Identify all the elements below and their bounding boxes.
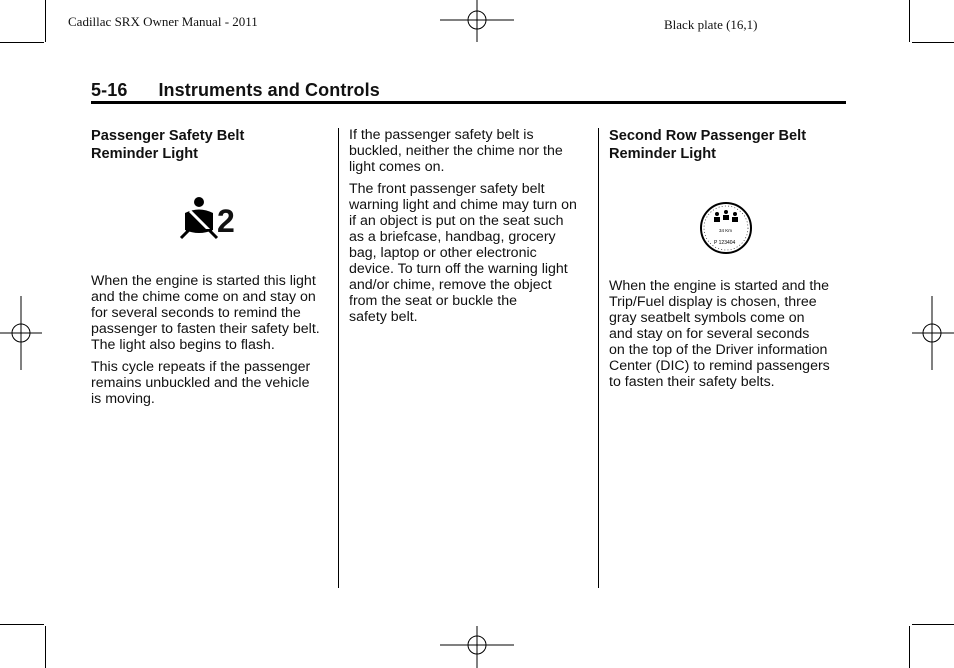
plate-info: Black plate (16,1): [664, 17, 758, 32]
heading-passenger-belt: [91, 127, 331, 163]
page-number: 5-16: [91, 80, 128, 100]
crop-mark: [0, 624, 44, 625]
column-1: [91, 127, 331, 413]
gauge-bottom-text: P 123404: [714, 240, 736, 246]
seatbelt-reminder-icon: [91, 163, 331, 273]
paragraph: This cycle repeats if the passenger remains unbuckled and the vehicle is moving.: [91, 359, 311, 407]
dic-gauge-icon: [699, 201, 753, 255]
crop-mark: [912, 42, 954, 43]
crop-mark: [912, 624, 954, 625]
paragraph: If the passenger safety belt is buckled, neither the chime nor the light comes on.: [349, 127, 563, 175]
gauge-top-text: 34 Km: [719, 228, 733, 233]
column-3: [609, 127, 849, 396]
heading-line: Reminder Light: [91, 146, 199, 162]
heading-line: Passenger Safety Belt: [91, 128, 245, 144]
heading-line: Reminder Light: [609, 146, 717, 162]
column-divider: [598, 128, 599, 588]
column-divider: [338, 128, 339, 588]
crop-mark: [0, 42, 44, 43]
crop-mark: [909, 626, 910, 668]
column-2: [349, 127, 594, 331]
seat-number: 2: [217, 203, 235, 239]
heading-second-row-belt: [609, 127, 849, 163]
heading-line: Second Row Passenger Belt: [609, 128, 807, 144]
paragraph: When the engine is started and the Trip/Fuel display is chosen, three gray seatbelt symbols come on and stay on for several seconds on the top of the Driver information Center (DIC) to remind passengers to fasten their safety belts.: [609, 278, 830, 390]
header-rule: [91, 101, 846, 104]
paragraph: The front passenger safety belt warning light and chime may turn on if an object is put on the seat such as a briefcase, handbag, grocery bag, laptop or other electronic device. To turn off the warning light and/or chime, remove the object from the seat or buckle the safety belt.: [349, 181, 577, 325]
plate-title: Cadillac SRX Owner Manual - 2011: [68, 14, 258, 29]
registration-mark-left: [0, 296, 42, 370]
section-title: Instruments and Controls: [158, 80, 380, 100]
paragraph: When the engine is started this light and the chime come on and stay on for several seconds to remind the passenger to fasten their safety belt. The light also begins to flash.: [91, 273, 320, 353]
registration-mark-bottom: [440, 626, 514, 668]
section-header: [91, 80, 380, 101]
crop-mark: [909, 0, 910, 42]
crop-mark: [45, 626, 46, 668]
crop-mark: [45, 0, 46, 42]
registration-mark-top: [440, 0, 514, 42]
registration-mark-right: [912, 296, 954, 370]
seatbelt-icon: [177, 196, 219, 242]
dic-gauge-figure: [609, 163, 849, 278]
